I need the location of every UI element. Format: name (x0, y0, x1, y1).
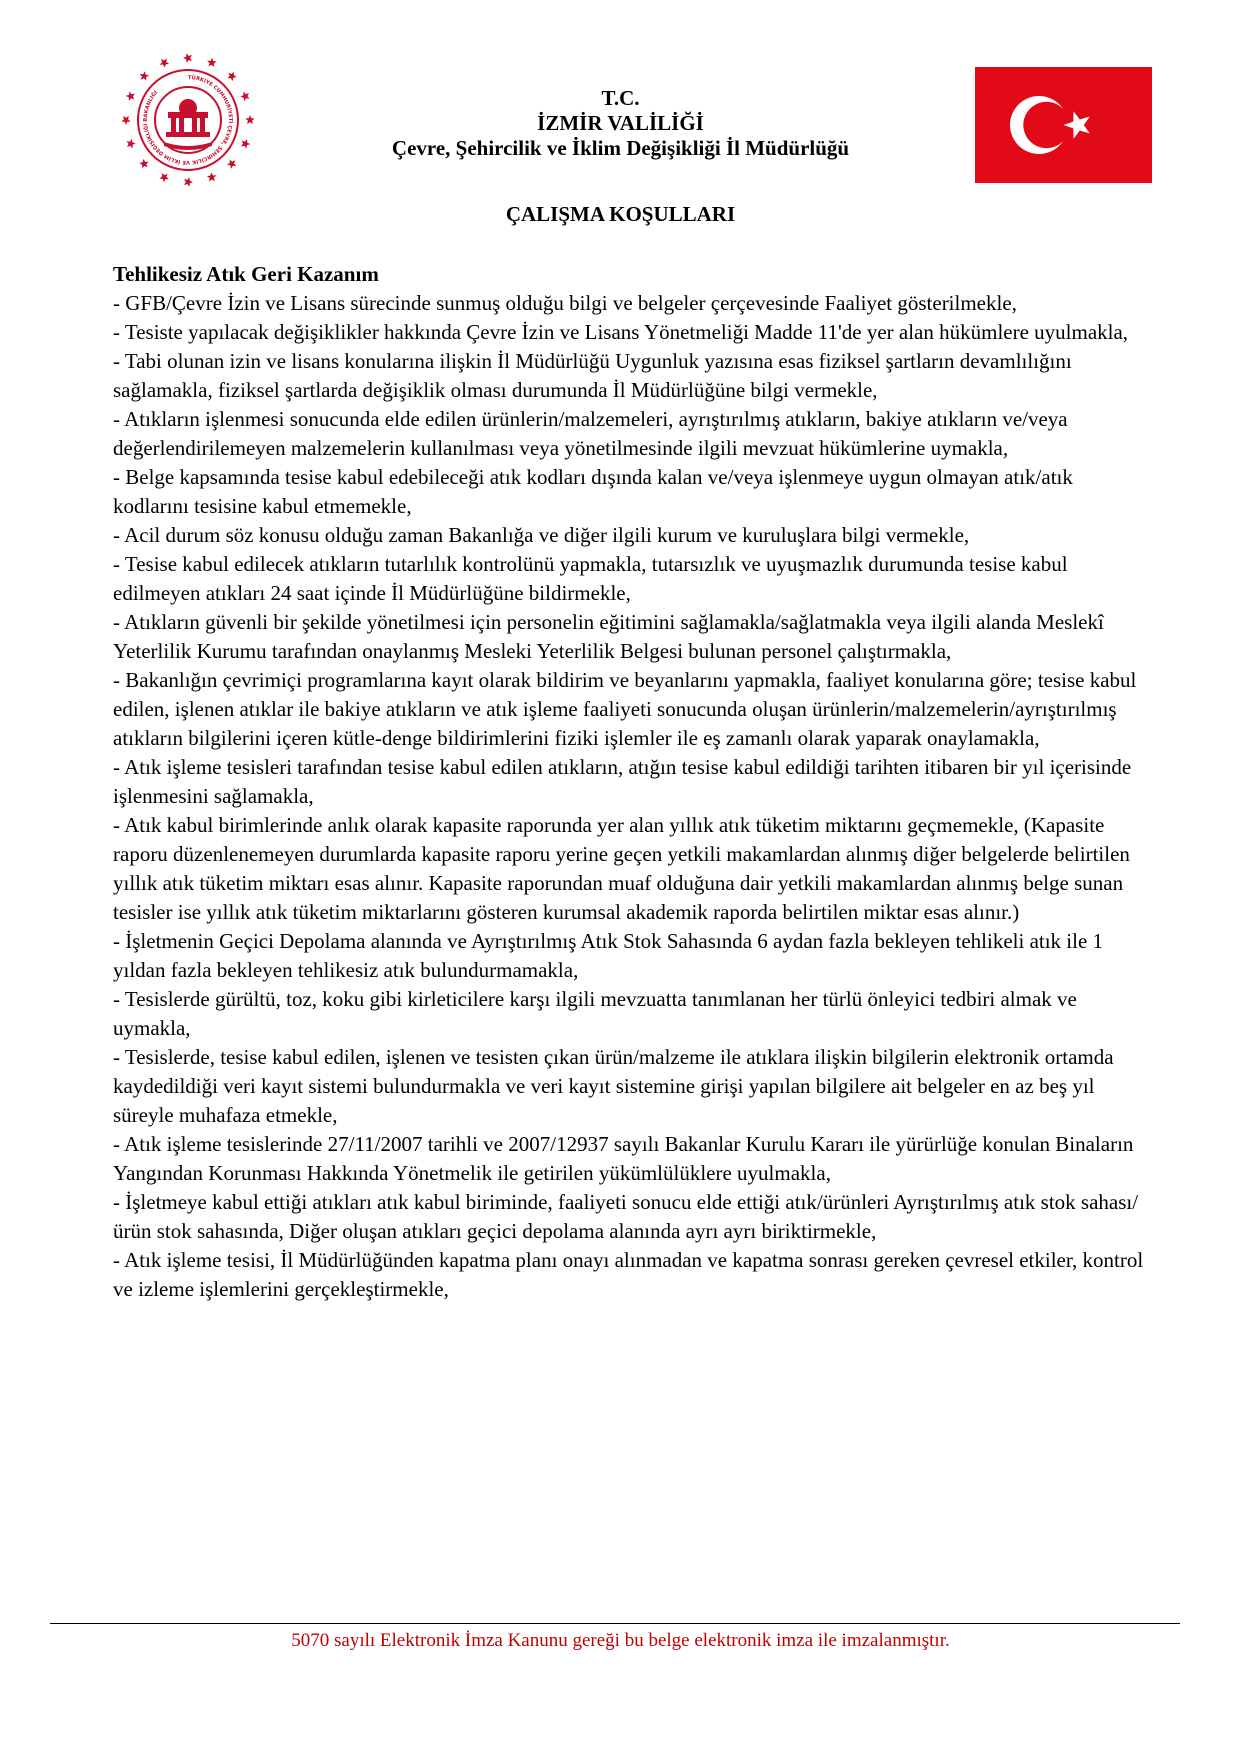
clause-item: - Tesislerde gürültü, toz, koku gibi kirleticilere karşı ilgili mevzuatta tanımlanan her türlü önleyici tedbiri almak ve uymakla, (113, 987, 1077, 1040)
clause-item: - İşletmeye kabul ettiği atıkları atık kabul biriminde, faaliyeti sonucu elde ettiği atık/ürünleri Ayrıştırılmış atık stok sahası/ürün stok sahasında, Diğer oluşan atıkları geçici depolama alanında ayrı ayrı biriktirmekle, (113, 1190, 1139, 1243)
clause-item: - Atık işleme tesisleri tarafından tesise kabul edilen atıkların, atığın tesise kabul edildiği tarihten itibaren bir yıl içerisinde işlenmesini sağlamakla, (113, 755, 1132, 808)
section-heading: Tehlikesiz Atık Geri Kazanım (113, 262, 379, 286)
e-signature-notice: 5070 sayılı Elektronik İmza Kanunu gereği bu belge elektronik imza ile imzalanmıştır. (291, 1630, 950, 1651)
clause-item: - Belge kapsamında tesise kabul edebileceği atık kodları dışında kalan ve/veya işlenmeye uygun olmayan atık/atık kodlarını tesisine kabul etmemekle, (113, 465, 1073, 518)
document-body (113, 260, 1153, 1304)
letterhead (300, 86, 941, 161)
clause-item: - Tabi olunan izin ve lisans konularına ilişkin İl Müdürlüğü Uygunluk yazısına esas fiziksel şartların devamlılığını sağlamakla, fiziksel şartlarda değişiklik olması durumunda İl Müdürlüğüne bilgi vermekle, (113, 349, 1072, 402)
document-title: ÇALIŞMA KOŞULLARI (505, 202, 736, 226)
svg-text:TÜRKİYE CUMHURİYETİ ÇEVRE, ŞEH: TÜRKİYE CUMHURİYETİ ÇEVRE, ŞEHİRCİLİK VE İKLİM DEĞİŞİKLİĞİ BAKANLIĞI (142, 74, 233, 166)
ministry-seal-logo (118, 50, 258, 190)
letterhead-country: T.C. (601, 86, 640, 110)
clause-item: - Atık işleme tesisi, İl Müdürlüğünden kapatma planı onayı alınmadan ve kapatma sonrası gereken çevresel etkiler, kontrol ve izleme işlemlerini gerçekleştirmekle, (113, 1248, 1144, 1301)
footer-divider (50, 1623, 1180, 1624)
clause-item: - Atık işleme tesislerinde 27/11/2007 tarihli ve 2007/12937 sayılı Bakanlar Kurulu Kararı ile yürürlüğe konulan Binaların Yangından Korunması Hakkında Yönetmelik ile getirilen yükümlülüklere uyulmakla, (113, 1132, 1134, 1185)
clause-item: - Atıkların güvenli bir şekilde yönetilmesi için personelin eğitimini sağlamakla/sağlatmakla veya ilgili alanda Meslekî Yeterlilik Kurumu tarafından onaylanmış Mesleki Yeterlilik Belgesi bulunan personel çalıştırmakla, (113, 610, 1104, 663)
clause-item: - İşletmenin Geçici Depolama alanında ve Ayrıştırılmış Atık Stok Sahasında 6 aydan fazla bekleyen tehlikeli atık ile 1 yıldan fazla bekleyen tehlikesiz atık bulundurmamakla, (113, 929, 1104, 982)
clause-item: - GFB/Çevre İzin ve Lisans sürecinde sunmuş olduğu bilgi ve belgeler çerçevesinde Faaliyet gösterilmekle, (113, 291, 1017, 315)
clause-item: - Bakanlığın çevrimiçi programlarına kayıt olarak bildirim ve beyanlarını yapmakla, faaliyet konularına göre; tesise kabul edilen, işlenen atıklar ile bakiye atıkların ve atık işleme faaliyeti sonucunda oluşan ürünlerin/malzemelerin/ayrıştırılmış atıkların bilgilerini içeren kütle-denge bildirimlerini fiziki işlemler ile eş zamanlı olarak yaparak onaylamakla, (113, 668, 1137, 750)
clause-item: - Tesiste yapılacak değişiklikler hakkında Çevre İzin ve Lisans Yönetmeliği Madde 11'de yer alan hükümlere uyulmakla, (113, 320, 1129, 344)
letterhead-governorship: İZMİR VALİLİĞİ (537, 111, 704, 135)
clause-item: - Tesise kabul edilecek atıkların tutarlılık kontrolünü yapmakla, tutarsızlık ve uyuşmazlık durumunda tesise kabul edilmeyen atıkları 24 saat içinde İl Müdürlüğüne bildirmekle, (113, 552, 1068, 605)
clause-item: - Tesislerde, tesise kabul edilen, işlenen ve tesisten çıkan ürün/malzeme ile atıklara ilişkin bilgilerin elektronik ortamda kaydedildiği veri kayıt sistemi bulundurmakla ve veri kayıt sistemine girişi yapılan bilgilere ait belgeler en az beş yıl süreyle muhafaza etmekle, (113, 1045, 1114, 1127)
turkish-flag-icon (975, 67, 1152, 183)
clause-item: - Atık kabul birimlerinde anlık olarak kapasite raporunda yer alan yıllık atık tüketim miktarını geçmemekle, (Kapasite raporu düzenlenemeyen durumlarda kapasite raporu yerine geçen yetkili makamlardan alınmış diğer belgelerde belirtilen yıllık atık tüketim miktarı esas alınır. Kapasite raporundan muaf olduğuna dair yetkili makamlardan alınmış belge sunan tesisler ise yıllık atık tüketim miktarlarını gösteren kurumsal akademik raporda belirtilen miktar esas alınır.) (113, 813, 1130, 924)
letterhead-directorate: Çevre, Şehircilik ve İklim Değişikliği İl Müdürlüğü (391, 136, 850, 160)
clause-item: - Atıkların işlenmesi sonucunda elde edilen ürünlerin/malzemeleri, ayrıştırılmış atıkların, bakiye atıkların ve/veya değerlendirilemeyen malzemelerin kullanılması veya yönetilmesinde ilgili mevzuat hükümlerine uymakla, (113, 407, 1068, 460)
clause-item: - Acil durum söz konusu olduğu zaman Bakanlığa ve diğer ilgili kurum ve kuruluşlara bilgi vermekle, (113, 523, 970, 547)
clause-list (113, 289, 1153, 1304)
